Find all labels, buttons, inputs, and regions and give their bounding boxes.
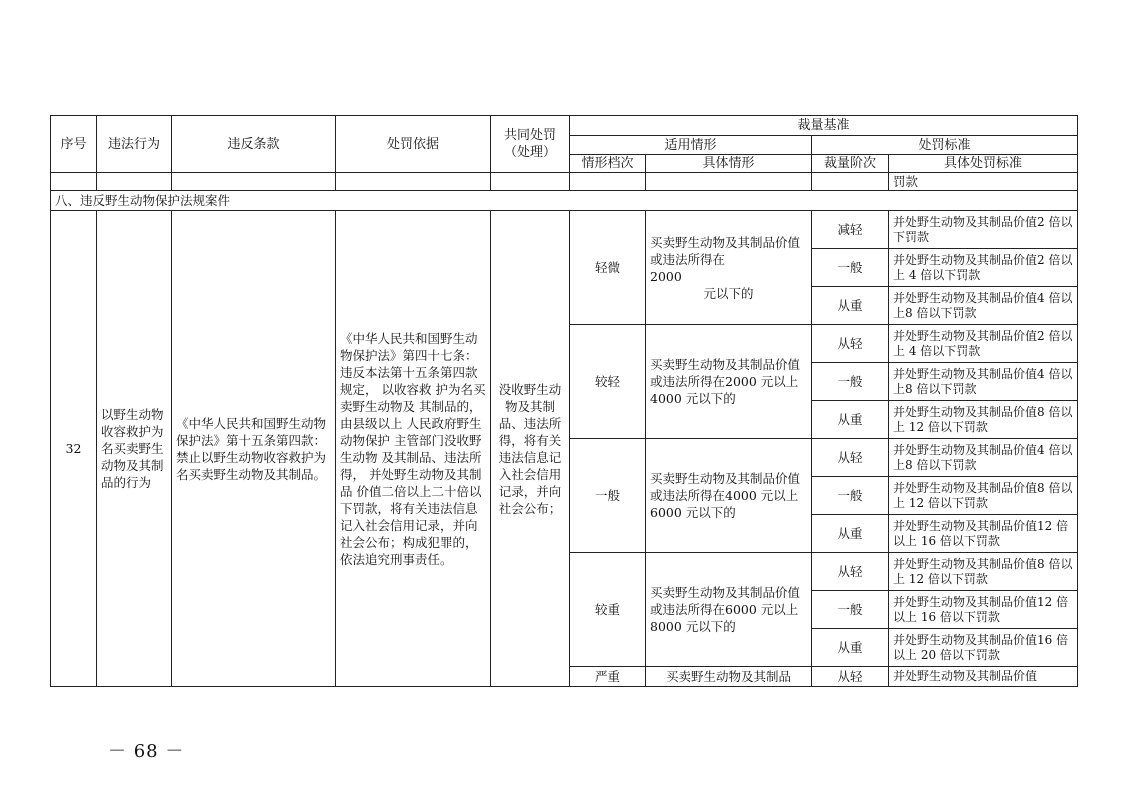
grade-cell: 从轻 [812,325,889,363]
section-title: 八、违反野生动物保护法规案件 [51,191,1078,211]
standard-cell: 并处野生动物及其制品价值16 倍以上 20 倍以下罚款 [889,629,1078,667]
header-behavior: 违法行为 [97,116,172,173]
situation-cell [646,211,812,325]
situation-line: 2000 [650,268,682,284]
row-clause: 《中华人民共和国野生动物保护法》第十五条第四款：禁止以野生动物收容救护为名买卖野生动物及其制品。 [172,211,336,687]
level-cell: 轻微 [570,211,646,325]
header-applicable: 适用情形 [570,136,812,155]
standard-cell: 并处野生动物及其制品价值4 倍以上8 倍以下罚款 [889,287,1078,325]
section-row [51,191,1078,211]
situation-cell: 买卖野生动物及其制品价值或违法所得在4000 元以上 6000 元以下的 [646,439,812,553]
situation-cell: 买卖野生动物及其制品 [646,667,812,687]
level-cell: 一般 [570,439,646,553]
header-row-1 [51,116,1078,136]
standard-cell: 并处野生动物及其制品价值4 倍以上8 倍以下罚款 [889,439,1078,477]
level-cell: 较轻 [570,325,646,439]
grade-cell: 一般 [812,591,889,629]
grade-cell: 从轻 [812,553,889,591]
situation-line: 元以下的 [703,285,754,301]
standard-cell: 并处野生动物及其制品价值8 倍以上 12 倍以下罚款 [889,553,1078,591]
header-situation: 具体情形 [646,155,812,173]
grade-cell: 一般 [812,477,889,515]
header-standard: 处罚标准 [812,136,1078,155]
standard-cell: 并处野生动物及其制品价值8 倍以上 12 倍以下罚款 [889,401,1078,439]
header-clause: 违反条款 [172,116,336,173]
standard-cell: 并处野生动物及其制品价值2 倍以下罚款 [889,211,1078,249]
situation-cell: 买卖野生动物及其制品价值或违法所得在2000 元以上 4000 元以下的 [646,325,812,439]
row-behavior: 以野生动物收容救护为名买卖野生动物及其制品的行为 [97,211,172,687]
header-basis: 处罚依据 [336,116,491,173]
grade-cell: 从重 [812,629,889,667]
standard-cell: 并处野生动物及其制品价值 [889,667,1078,687]
carryover-specific: 罚款 [889,173,1078,191]
standard-cell: 并处野生动物及其制品价值2 倍以上 4 倍以下罚款 [889,325,1078,363]
grade-cell: 从重 [812,401,889,439]
grade-cell: 从轻 [812,667,889,687]
level-cell: 较重 [570,553,646,667]
header-seq: 序号 [51,116,97,173]
header-level: 情形档次 [570,155,646,173]
grade-cell: 从重 [812,287,889,325]
table-row [51,211,1078,249]
page-number: － 68 － [108,741,185,762]
standard-cell: 并处野生动物及其制品价值2 倍以上 4 倍以下罚款 [889,249,1078,287]
grade-cell: 一般 [812,249,889,287]
row-joint: 没收野生动物及其制品、违法所得，将有关违法信息记入社会信用记录，并向社会公布； [491,211,570,687]
situation-cell: 买卖野生动物及其制品价值或违法所得在6000 元以上 8000 元以下的 [646,553,812,667]
header-joint: 共同处罚（处理） [491,116,570,173]
standard-cell: 并处野生动物及其制品价值12 倍以上 16 倍以下罚款 [889,591,1078,629]
penalty-standard-table [50,115,1078,687]
header-grade: 裁量阶次 [812,155,889,173]
row-basis: 《中华人民共和国野生动物保护法》第四十七条：违反本法第十五条第四款规定， 以收容救 护为名买卖野生动物及 其制品的，由县级以上 人民政府野生动物保护 主管部门没收野生动物 及其制品、违法所得， 并处野生动物及其制品 价值二倍以上二十倍以 下罚款，将有关违法信息记入社会信用记录，并向社会公布；构成犯罪的，依法追究刑事责任。 [336,211,491,687]
standard-cell: 并处野生动物及其制品价值4 倍以上8 倍以下罚款 [889,363,1078,401]
grade-cell: 减轻 [812,211,889,249]
grade-cell: 一般 [812,363,889,401]
level-cell: 严重 [570,667,646,687]
grade-cell: 从轻 [812,439,889,477]
grade-cell: 从重 [812,515,889,553]
standard-cell: 并处野生动物及其制品价值8 倍以上 12 倍以下罚款 [889,477,1078,515]
standard-cell: 并处野生动物及其制品价值12 倍以上 16 倍以下罚款 [889,515,1078,553]
row-seq: 32 [51,211,97,687]
situation-line: 买卖野生动物及其制品价值或违法所得在 [650,234,801,267]
header-specific: 具体处罚标准 [889,155,1078,173]
header-discretion: 裁量基准 [570,116,1078,136]
carryover-row [51,173,1078,191]
